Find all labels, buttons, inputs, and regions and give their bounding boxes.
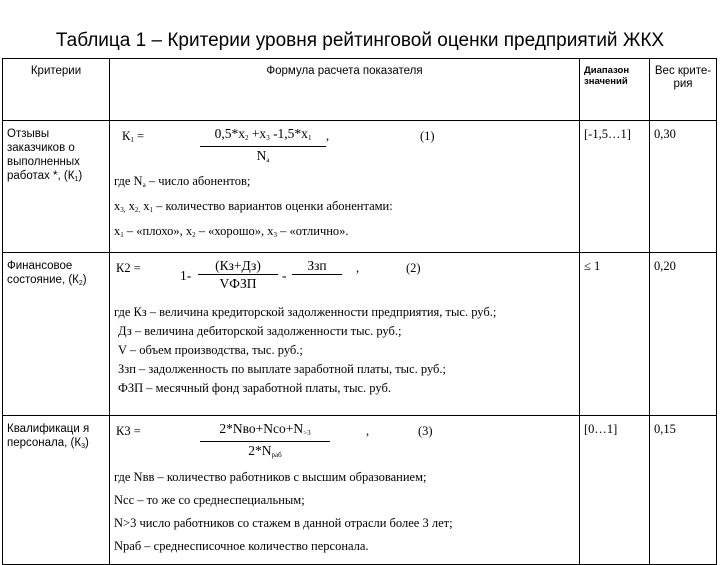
- fraction-numerator: $2*Nво+Nсо+N_{>3}$: [219, 421, 311, 437]
- formula-description: [114, 171, 575, 246]
- page-title: Таблица 1 – Критерии уровня рейтинговой оценки предприятий ЖКХ: [55, 30, 665, 51]
- criterion-sub: 1: [74, 176, 79, 183]
- criterion-text: Отзывы заказчиков о выполненных работах *, (К: [7, 128, 80, 182]
- formula-cell: [110, 416, 580, 565]
- desc-line: где $N_a$ – число абонентов;: [114, 174, 251, 189]
- criterion-cell: [3, 253, 110, 416]
- equation-number: (2): [406, 261, 421, 275]
- desc-line: $x_1$ – «плохо», $x_2$ – «хорошо», $x_3$ – «отлично».: [114, 224, 349, 239]
- weight-cell: 0,15: [650, 416, 717, 565]
- criterion-end: ): [78, 170, 83, 182]
- criterion-cell: [3, 416, 110, 565]
- equation-number: (3): [418, 424, 433, 438]
- fraction-numerator: Ззп: [307, 258, 327, 273]
- range-cell: [0…1]: [580, 416, 650, 565]
- header-criteria: Критерии: [3, 59, 110, 121]
- desc-line: $x_{3,}$ $x_{2,}$ $x_1$ – количество вариантов оценки абонентами:: [114, 199, 393, 214]
- criterion-text: Квалификаци я персонала, (К: [7, 423, 90, 449]
- table-header-row: [3, 59, 717, 121]
- criterion-sub: 3: [81, 443, 85, 450]
- k1-label: $К_1$ =: [122, 129, 145, 144]
- formula-cell: [110, 253, 580, 416]
- criterion-text: Финансовое состояние, (К: [7, 260, 79, 286]
- formula-comma: ,: [326, 129, 330, 143]
- desc-line: ФЗП – месячный фонд заработной платы, тыс. руб.: [118, 381, 391, 395]
- fraction-numerator: $0,5*x_2 +x_3$ $-1,5*x_1$: [214, 126, 312, 142]
- formula-minus: -: [282, 268, 287, 283]
- fraction-k1: [200, 127, 326, 167]
- header-weight: Вес крите- рия: [650, 59, 717, 121]
- table-row: [3, 416, 717, 565]
- k3-label: К3 =: [116, 424, 141, 438]
- desc-line: N>3 число работников со стажем в данной отрасли более 3 лет;: [114, 516, 453, 530]
- fraction-k2-a: [198, 259, 278, 291]
- formula-line-1: [114, 127, 575, 171]
- fraction-denominator: $N_a$: [256, 148, 270, 164]
- desc-line: Дз – величина дебиторской задолженности тыс. руб.;: [118, 324, 402, 338]
- desc-line: где Nвв – количество работников с высшим образованием;: [114, 470, 427, 484]
- fraction-denominator: $2*N_{раб}$: [248, 443, 282, 459]
- range-cell: [-1,5…1]: [580, 121, 650, 253]
- desc-line: Ззп – задолженность по выплате заработной платы, тыс. руб.;: [118, 362, 447, 376]
- criterion-end: ): [84, 437, 89, 449]
- criterion-end: ): [82, 274, 87, 286]
- formula-description: [114, 303, 575, 398]
- fraction-denominator: VФЗП: [219, 276, 257, 291]
- header-formula: Формула расчета показателя: [110, 59, 580, 121]
- weight-cell: 0,20: [650, 253, 717, 416]
- formula-line-3: [114, 422, 575, 466]
- criteria-table: [2, 58, 717, 565]
- weight-cell: 0,30: [650, 121, 717, 253]
- fraction-k2-b: [292, 259, 342, 275]
- formula-comma: ,: [356, 261, 360, 275]
- desc-line: Nсс – то же со среднеспециальным;: [114, 493, 305, 507]
- formula-description: [114, 466, 575, 558]
- k2-label: К2 =: [116, 261, 141, 275]
- equation-number: (1): [420, 129, 435, 143]
- formula-cell: [110, 121, 580, 253]
- formula-line-2: [114, 259, 575, 303]
- criterion-cell: [3, 121, 110, 253]
- fraction-numerator: (Кз+Дз): [215, 258, 261, 273]
- desc-line: Nраб – среднесписочное количество персонала.: [114, 539, 369, 553]
- header-range: Диапазон значений: [580, 59, 650, 121]
- formula-comma: ,: [366, 424, 370, 438]
- fraction-k3: [200, 422, 330, 462]
- desc-line: V – объем производства, тыс. руб.;: [118, 343, 303, 357]
- table-row: [3, 121, 717, 253]
- range-cell: ≤ 1: [580, 253, 650, 416]
- criterion-sub: 2: [78, 280, 83, 287]
- table-row: [3, 253, 717, 416]
- desc-line: где Кз – величина кредиторской задолженности предприятия, тыс. руб.;: [114, 305, 497, 319]
- fraction-bar: [292, 274, 342, 275]
- formula-one-minus: 1-: [180, 268, 192, 283]
